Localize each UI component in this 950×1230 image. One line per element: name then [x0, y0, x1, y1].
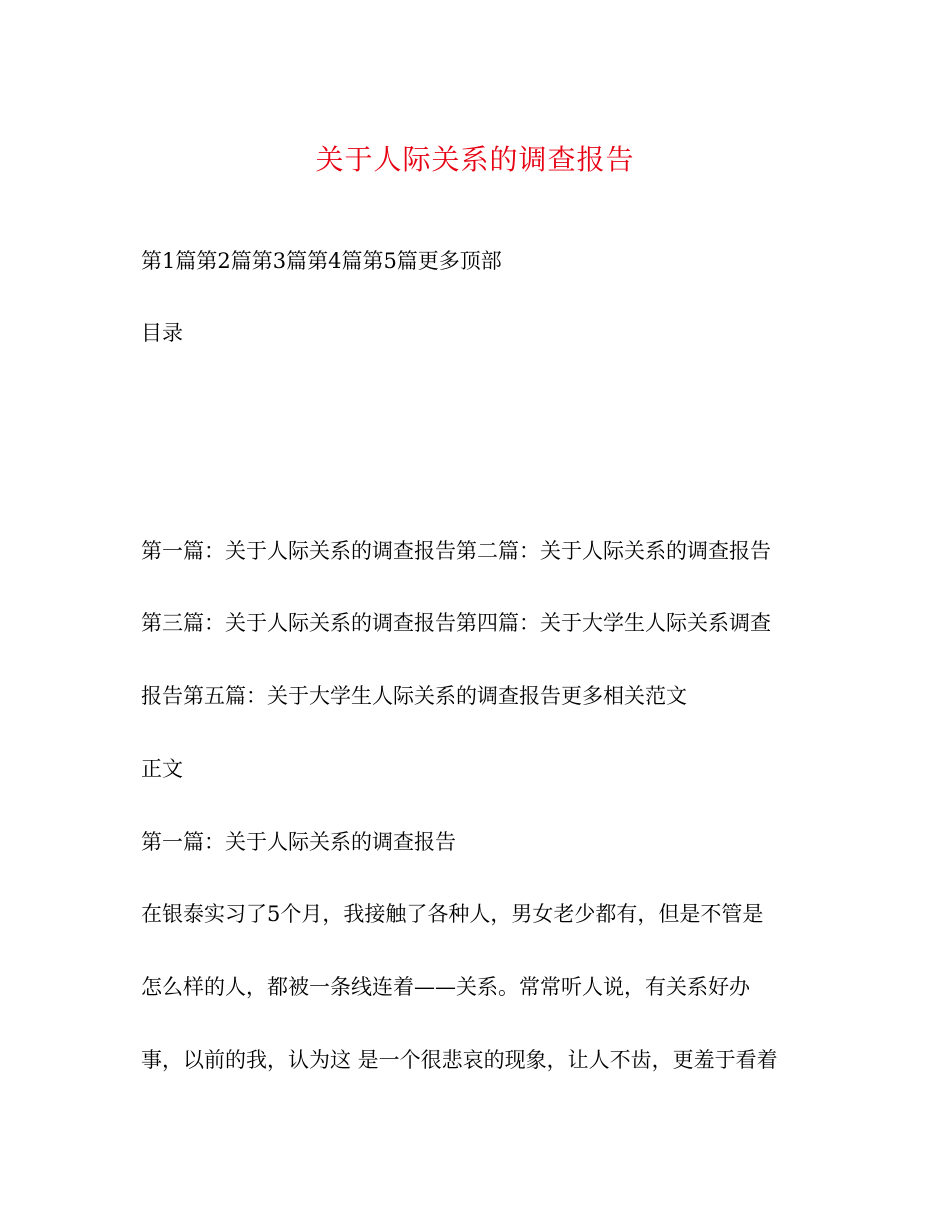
toc-heading: 目录: [141, 321, 183, 345]
body-paragraph-line: 怎么样的人，都被一条线连着——关系。常常听人说，有关系好办: [141, 975, 750, 999]
article-nav-line: 第1篇第2篇第3篇第4篇第5篇更多顶部: [141, 249, 502, 273]
body-heading: 正文: [141, 757, 183, 781]
body-paragraph-line: 事，以前的我，认为这 是一个很悲哀的现象，让人不齿，更羞于看着: [141, 1048, 778, 1072]
document-title: 关于人际关系的调查报告: [315, 143, 635, 176]
toc-line: 第三篇：关于人际关系的调查报告第四篇：关于大学生人际关系调查: [141, 611, 771, 635]
section-title: 第一篇：关于人际关系的调查报告: [141, 830, 456, 854]
body-paragraph-line: 在银泰实习了5个月，我接触了各种人，男女老少都有，但是不管是: [141, 902, 764, 926]
toc-line: 第一篇：关于人际关系的调查报告第二篇：关于人际关系的调查报告: [141, 539, 771, 563]
toc-line: 报告第五篇：关于大学生人际关系的调查报告更多相关范文: [141, 684, 687, 708]
